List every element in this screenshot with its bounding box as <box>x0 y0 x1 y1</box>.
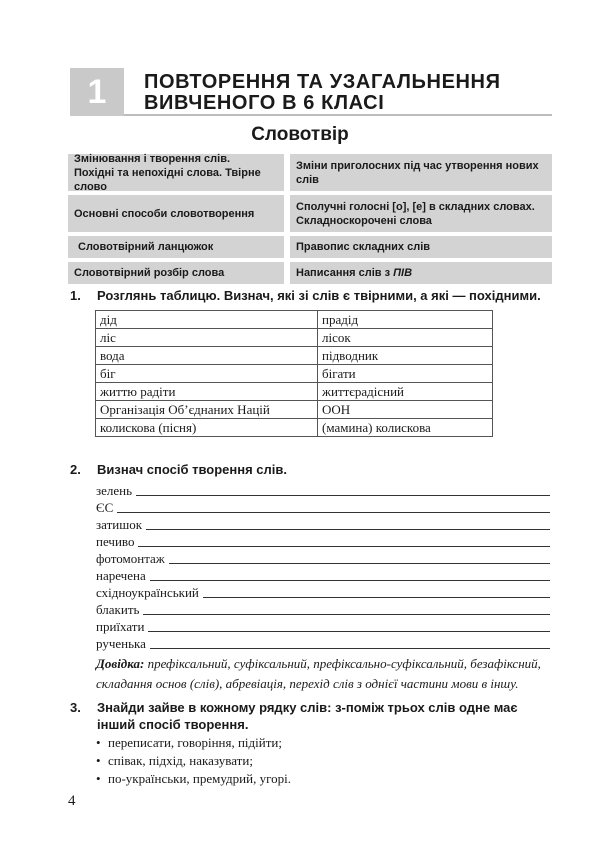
list-item <box>96 734 550 752</box>
table-cell: життєрадісний <box>318 383 493 401</box>
answer-word: затишок <box>96 517 143 532</box>
table-cell: Організація Об’єднаних Націй <box>96 401 318 419</box>
task-text: Визнач спосіб творення слів. <box>97 462 287 477</box>
topic-text: Правопис складних слів <box>296 241 431 253</box>
answer-word: ЄС <box>96 500 114 515</box>
task-number: 2. <box>70 462 81 477</box>
chapter-title-line-2: ВИВЧЕНОГО В 6 КЛАСІ <box>144 92 385 114</box>
table-cell: життю радіти <box>96 383 318 401</box>
list-item-text: по-українськи, премудрий, угорі. <box>108 771 291 786</box>
answer-word: печиво <box>96 534 135 549</box>
section-title: Словотвір <box>251 124 349 145</box>
header-rule <box>124 114 552 116</box>
answer-blank[interactable] <box>146 529 550 530</box>
answer-blank[interactable] <box>203 597 550 598</box>
hint <box>96 654 556 694</box>
topic-cell <box>68 154 284 191</box>
task-2-heading <box>70 461 552 478</box>
bullet-icon: • <box>96 735 101 750</box>
answer-line <box>96 635 550 652</box>
answer-blank[interactable] <box>143 614 550 615</box>
page-number: 4 <box>68 793 76 809</box>
answer-word: східноукраїнський <box>96 585 199 600</box>
answer-line <box>96 533 550 550</box>
topic-text: Сполучні голосні [о], [е] в складних словах. <box>296 200 535 213</box>
answer-line <box>96 601 550 618</box>
topic-text-italic: ПІВ <box>393 267 413 279</box>
topics-grid <box>68 154 552 284</box>
table-row <box>96 329 493 347</box>
answer-line <box>96 516 550 533</box>
topic-cell <box>290 262 552 284</box>
table-cell: підводник <box>318 347 493 365</box>
answer-word: фотомонтаж <box>96 551 165 566</box>
hint-text: префіксальний, суфіксальний, префіксально-суфіксальний, безафіксний, складання основ (слів), абревіація, перехід слів з однієї частини мови в іншу. <box>96 656 541 691</box>
topic-text: Похідні та непохідні слова. Твірне слово <box>74 166 261 193</box>
chapter-title-line-1: ПОВТОРЕННЯ ТА УЗАГАЛЬНЕННЯ <box>144 71 501 93</box>
topic-cell <box>290 154 552 191</box>
table-row <box>96 401 493 419</box>
answer-word: наречена <box>96 568 146 583</box>
table-row <box>96 365 493 383</box>
table-row <box>96 311 493 329</box>
topic-text: Основні способи словотворення <box>74 207 255 220</box>
task-number: 1. <box>70 288 81 303</box>
answer-blank[interactable] <box>136 495 550 496</box>
table-row <box>96 419 493 437</box>
answer-blank[interactable] <box>169 563 550 564</box>
topic-text: Зміни приголосних під час утворення нових слів <box>296 159 539 186</box>
task-3-heading <box>70 699 552 733</box>
topic-cell <box>68 236 284 258</box>
chapter-number: 1 <box>70 68 124 116</box>
answer-line <box>96 618 550 635</box>
answer-line <box>96 499 550 516</box>
table-cell: бігати <box>318 365 493 383</box>
table-cell: прадід <box>318 311 493 329</box>
topic-text: Словотвірний ланцюжок <box>78 241 214 253</box>
topic-text: Словотвірний розбір слова <box>74 267 225 279</box>
bullet-icon: • <box>96 753 101 768</box>
table-cell: ліс <box>96 329 318 347</box>
answer-word: блакить <box>96 602 140 617</box>
bullet-icon: • <box>96 771 101 786</box>
list-item-text: переписати, говоріння, підійти; <box>108 735 282 750</box>
table-cell: колискова (пісня) <box>96 419 318 437</box>
table-cell: лісок <box>318 329 493 347</box>
word-table <box>95 310 493 437</box>
task-number: 3. <box>70 700 81 715</box>
list-item <box>96 770 550 788</box>
list-item-text: співак, підхід, наказувати; <box>108 753 253 768</box>
table-cell: вода <box>96 347 318 365</box>
table-cell: ООН <box>318 401 493 419</box>
answer-blank[interactable] <box>138 546 550 547</box>
table-cell: дід <box>96 311 318 329</box>
topic-cell <box>68 195 284 232</box>
chapter-title <box>144 72 544 114</box>
bullet-list <box>96 734 550 788</box>
answer-lines <box>96 482 550 652</box>
answer-blank[interactable] <box>150 648 550 649</box>
hint-label: Довідка: <box>96 656 145 671</box>
topic-cell <box>68 262 284 284</box>
answer-line <box>96 567 550 584</box>
task-1-heading <box>70 287 552 304</box>
table-row <box>96 383 493 401</box>
topic-cell <box>290 236 552 258</box>
answer-blank[interactable] <box>148 631 550 632</box>
table-cell: (мамина) колискова <box>318 419 493 437</box>
task-text: Розглянь таблицю. Визнач, які зі слів є твірними, а які — похідними. <box>97 288 541 303</box>
answer-word: приїхати <box>96 619 145 634</box>
answer-line <box>96 550 550 567</box>
table-row <box>96 347 493 365</box>
topic-cell <box>290 195 552 232</box>
table-cell: біг <box>96 365 318 383</box>
answer-word: зелень <box>96 483 133 498</box>
task-text: Знайди зайве в кожному рядку слів: з-поміж трьох слів одне має інший спосіб творення. <box>97 700 518 732</box>
answer-line <box>96 482 550 499</box>
list-item <box>96 752 550 770</box>
answer-word: рученька <box>96 636 146 651</box>
answer-line <box>96 584 550 601</box>
answer-blank[interactable] <box>117 512 550 513</box>
topic-text: Написання слів з <box>296 267 394 279</box>
topic-text: Складноскорочені слова <box>296 214 432 227</box>
answer-blank[interactable] <box>150 580 550 581</box>
topic-text: Змінювання і творення слів. <box>74 152 231 165</box>
